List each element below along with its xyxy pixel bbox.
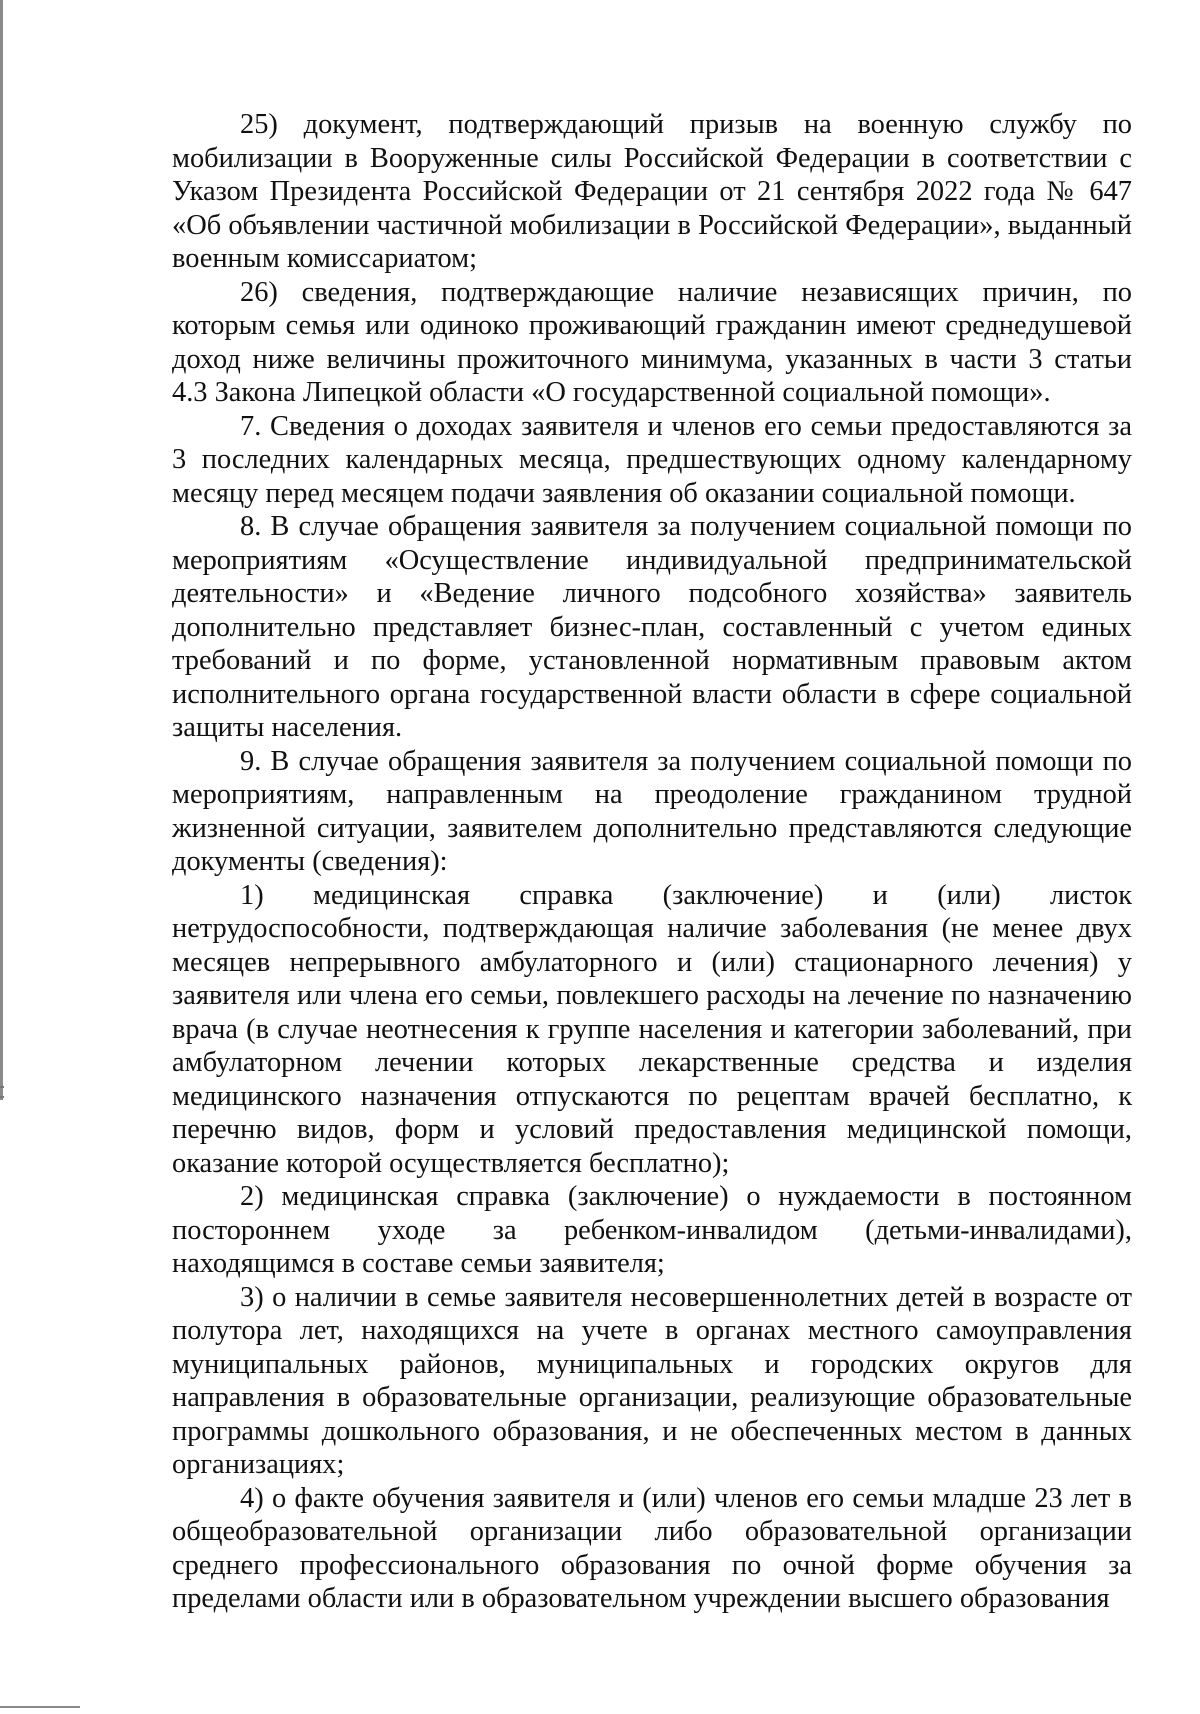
paragraph-subitem-2: 2) медицинская справка (заключение) о нуждаемости в постоянном постороннем уходе за ребенком-инвалидом (детьми-инвалидами), находящимся в составе семьи заявителя;	[172, 1181, 1132, 1279]
paragraph-subitem-4: 4) о факте обучения заявителя и (или) членов его семьи младше 23 лет в общеобразовательной организации либо образовательной организации среднего профессионального образования по очной форме обучения за пределами области или в образовательном учреждении высшего образования	[172, 1482, 1132, 1614]
paragraph-item-26: 26) сведения, подтверждающие наличие независящих причин, по которым семья или одиноко проживающий гражданин имеют среднедушевой доход ниже величины прожиточного минимума, указанных в части 3 статьи 4.3 Закона Липецкой области «О государственной социальной помощи».	[172, 276, 1132, 408]
paragraph-clause-7: 7. Сведения о доходах заявителя и членов его семьи предоставляются за 3 последних календарных месяца, предшествующих одному календарному месяцу перед месяцем подачи заявления об оказании социальной помощи.	[172, 410, 1132, 509]
paragraph-clause-9: 9. В случае обращения заявителя за получением социальной помощи по мероприятиям, направленным на преодоление гражданином трудной жизненной ситуации, заявителем дополнительно представляются следующие документы (сведения):	[172, 745, 1132, 877]
scan-bottom-mark	[0, 1706, 80, 1708]
document-body	[172, 108, 1132, 1616]
scan-left-edge	[0, 0, 3, 1100]
paragraph-clause-8: 8. В случае обращения заявителя за получением социальной помощи по мероприятиям «Осуществление индивидуальной предпринимательской деятельности» и «Ведение личного подсобного хозяйства» заявитель дополнительно представляет бизнес-план, составленный с учетом единых требований и по форме, установленной нормативным правовым актом исполнительного органа государственной власти области в сфере социальной защиты населения.	[172, 511, 1132, 743]
scan-edge-mark	[0, 1086, 4, 1088]
scan-edge-mark	[0, 1096, 4, 1098]
paragraph-subitem-1: 1) медицинская справка (заключение) и (или) листок нетрудоспособности, подтверждающая наличие заболевания (не менее двух месяцев непрерывного амбулаторного и (или) стационарного лечения) у заявителя или члена его семьи, повлекшего расходы на лечение по назначению врача (в случае неотнесения к группе населения и категории заболеваний, при амбулаторном лечении которых лекарственные средства и изделия медицинского назначения отпускаются по рецептам врачей бесплатно, к перечню видов, форм и условий предоставления медицинской помощи, оказание которой осуществляется бесплатно);	[172, 879, 1132, 1179]
paragraph-subitem-3: 3) о наличии в семье заявителя несовершеннолетних детей в возрасте от полутора лет, находящихся на учете в органах местного самоуправления муниципальных районов, муниципальных и городских округов для направления в образовательные организации, реализующие образовательные программы дошкольного образования, и не обеспеченных местом в данных организациях;	[172, 1281, 1132, 1480]
paragraph-item-25: 25) документ, подтверждающий призыв на военную службу по мобилизации в Вооруженные силы Российской Федерации в соответствии с Указом Президента Российской Федерации от 21 сентября 2022 года № 647 «Об объявлении частичной мобилизации в Российской Федерации», выданный военным комиссариатом;	[172, 109, 1132, 274]
